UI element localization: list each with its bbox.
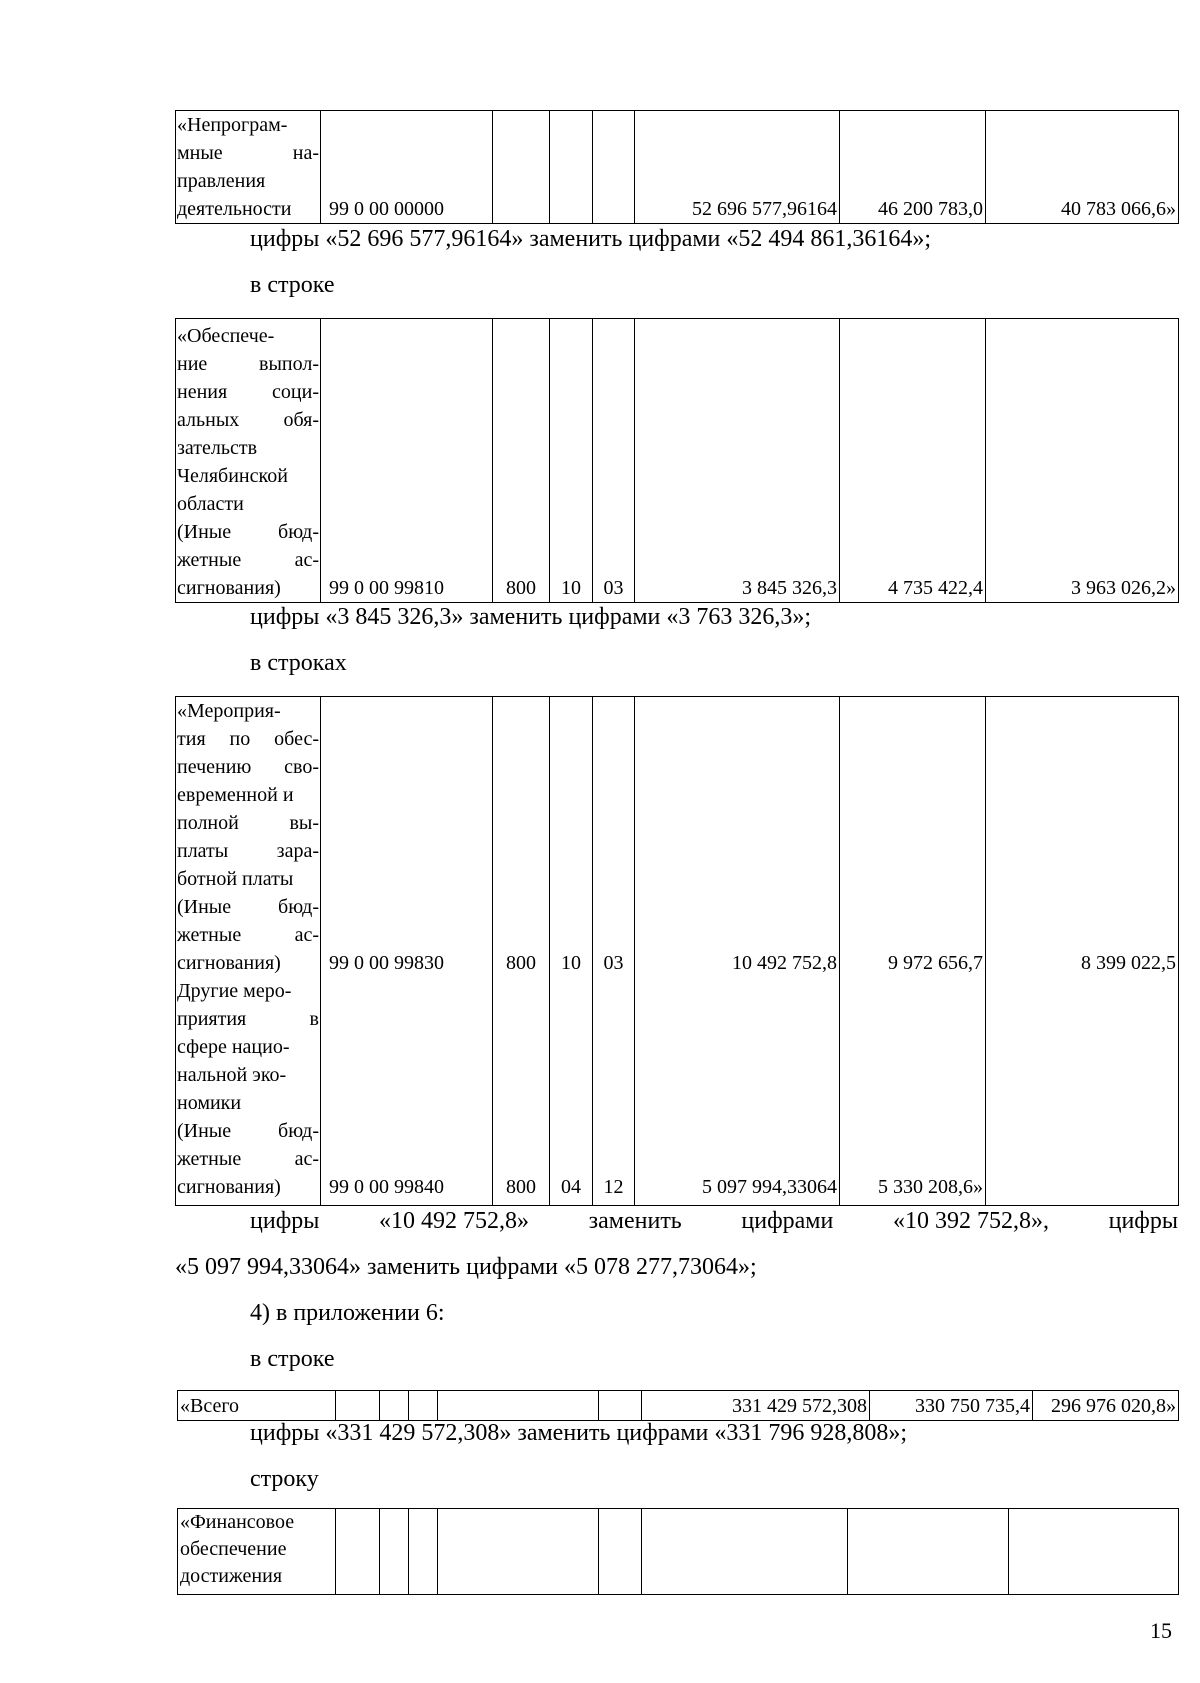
name-line: мные на- [177, 142, 319, 164]
code-cell: 99 0 00 99810 [321, 319, 493, 603]
pr-row2: 12 [603, 1176, 624, 1198]
pr-cell [593, 111, 635, 224]
label-row: строку [250, 1466, 319, 1492]
v3-row1: 8 399 022,5 [1081, 952, 1176, 974]
v2-row2: 5 330 208,6» [878, 1176, 983, 1198]
name-line: евременной и [177, 784, 294, 806]
vr-cell [493, 111, 550, 224]
empty-cell [1009, 1509, 1179, 1595]
rz-cell [550, 111, 593, 224]
vr-cell: 800 [493, 319, 550, 603]
rz-cell: 10 [550, 319, 593, 603]
empty-cell [599, 1391, 642, 1421]
name-line: платы зара- [177, 840, 319, 862]
name-line: ботной платы [177, 868, 294, 890]
empty-cell [409, 1509, 438, 1595]
vr-row1: 800 [506, 952, 536, 974]
value-cell-1 [635, 697, 840, 1206]
label-in-row: в строке [250, 1346, 335, 1372]
code-row2: 99 0 00 99840 [329, 1176, 444, 1198]
name-line: деятельности [177, 198, 292, 220]
word: цифрами [741, 1208, 834, 1234]
table-total [177, 1390, 1179, 1421]
empty-cell [599, 1509, 642, 1595]
name-line: достижения [180, 1565, 283, 1587]
code-cell [321, 697, 493, 1206]
rz-row2: 04 [561, 1176, 581, 1198]
row-name-cell: «Всего [178, 1391, 336, 1421]
pr-cell [593, 697, 635, 1206]
word: цифры [1108, 1208, 1178, 1234]
name-line: нальной эко- [177, 1064, 287, 1086]
name-line: (Иные бюд- [177, 1120, 319, 1142]
name-line: «Мероприя- [177, 700, 281, 722]
label-in-row: в строке [250, 272, 335, 298]
empty-cell [380, 1509, 409, 1595]
value-cell-2: 4 735 422,4 [840, 319, 986, 603]
instruction-line: цифры «52 696 577,96164» заменить цифрами «52 494 861,36164»; [250, 226, 932, 252]
word: «10 492 752,8» [379, 1208, 530, 1234]
table-salary-measures [175, 696, 1179, 1206]
value-cell-3 [986, 697, 1179, 1206]
value-cell-1: 331 429 572,308 [642, 1391, 870, 1421]
name-line: (Иные бюд- [177, 521, 319, 543]
name-line: тия по обес- [177, 728, 319, 750]
page-number: 15 [1150, 1618, 1172, 1643]
v1-row1: 10 492 752,8 [732, 952, 837, 974]
name-line: ние выпол- [177, 353, 319, 375]
name-line: Другие меро- [177, 980, 292, 1002]
pr-row1: 03 [603, 952, 624, 974]
v2-row1: 9 972 656,7 [888, 952, 983, 974]
instruction-line: цифры «3 845 326,3» заменить цифрами «3 763 326,3»; [250, 604, 812, 630]
value-cell-2: 46 200 783,0 [840, 111, 986, 224]
empty-cell [438, 1509, 599, 1595]
word: заменить [588, 1208, 682, 1234]
value-cell-2 [840, 697, 986, 1206]
name-line: жетные ас- [177, 924, 319, 946]
label-in-rows: в строках [250, 650, 347, 676]
value-cell-1: 52 696 577,96164 [635, 111, 840, 224]
rz-cell [550, 697, 593, 1206]
code-row1: 99 0 00 99830 [329, 952, 444, 974]
name-line: нения соци- [177, 381, 319, 403]
value-cell-2: 330 750 735,4 [870, 1391, 1033, 1421]
word: «10 392 752,8», [892, 1208, 1049, 1234]
name-line: «Финансовое [180, 1511, 295, 1533]
name-line: альных обя- [177, 409, 319, 431]
row-name-cell [176, 319, 321, 603]
value-cell-3: 3 963 026,2» [986, 319, 1179, 603]
value-cell-3: 296 976 020,8» [1033, 1391, 1179, 1421]
word: цифры [250, 1208, 320, 1234]
instruction-line: цифры «331 429 572,308» заменить цифрами «331 796 928,808»; [250, 1420, 908, 1446]
name-line: «Обеспече- [177, 325, 275, 347]
name-line: «Непрограм- [177, 114, 288, 136]
v1-row2: 5 097 994,33064 [702, 1176, 837, 1198]
name-line: номики [177, 1092, 242, 1114]
vr-row2: 800 [506, 1176, 536, 1198]
table-nonprogram [175, 110, 1179, 224]
empty-cell [336, 1509, 380, 1595]
value-cell-3: 40 783 066,6» [986, 111, 1179, 224]
empty-cell [438, 1391, 599, 1421]
instruction-line-justified [250, 1208, 1178, 1235]
empty-cell [380, 1391, 409, 1421]
value-cell-1: 3 845 326,3 [635, 319, 840, 603]
empty-cell [336, 1391, 380, 1421]
row-name-cell [176, 697, 321, 1206]
name-line: зательств [177, 437, 258, 459]
name-line: (Иные бюд- [177, 896, 319, 918]
table-social-obligations [175, 318, 1179, 603]
name-line: приятия в [177, 1008, 319, 1030]
name-line: сигнования) [177, 1176, 281, 1198]
empty-cell [642, 1509, 848, 1595]
name-line: Челябинской [177, 465, 288, 487]
instruction-line: «5 097 994,33064» заменить цифрами «5 078 277,73064»; [175, 1254, 757, 1280]
rz-row1: 10 [561, 952, 581, 974]
name-line: жетные ас- [177, 549, 319, 571]
name-line: сигнования) [177, 952, 281, 974]
section-heading: 4) в приложении 6: [250, 1300, 445, 1326]
empty-cell [409, 1391, 438, 1421]
empty-cell [848, 1509, 1009, 1595]
table-financial [177, 1508, 1179, 1595]
vr-cell [493, 697, 550, 1206]
row-name-cell [178, 1509, 336, 1595]
name-line: полной вы- [177, 812, 319, 834]
name-line: печению сво- [177, 756, 319, 778]
name-line: правления [177, 170, 266, 192]
code-cell: 99 0 00 00000 [321, 111, 493, 224]
row-name-cell [176, 111, 321, 224]
pr-cell: 03 [593, 319, 635, 603]
name-line: жетные ас- [177, 1148, 319, 1170]
name-line: сигнования) [177, 577, 281, 599]
name-line: области [177, 493, 244, 515]
name-line: обеспечение [180, 1538, 287, 1560]
name-line: сфере нацио- [177, 1036, 290, 1058]
